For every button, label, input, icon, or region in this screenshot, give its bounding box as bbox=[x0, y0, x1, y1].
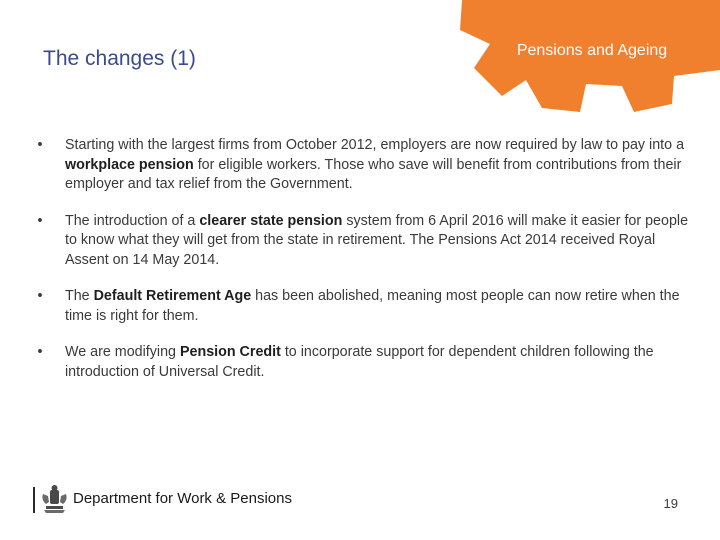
list-item bbox=[30, 136, 690, 195]
footer-logo bbox=[30, 484, 330, 516]
bullet-marker: • bbox=[37, 344, 43, 360]
bullet-emphasis: workplace pension bbox=[65, 156, 194, 173]
bullet-text: to incorporate support for dependent children following the introduction of Universal Credit. bbox=[65, 344, 654, 380]
bullet-emphasis: Default Retirement Age bbox=[93, 288, 252, 304]
bullet-text: system from 6 April 2016 will make it easier for people to know what they will get from the state in retirement. The Pensions Act 2014 received Royal Assent on 14 May 2014. bbox=[65, 212, 689, 268]
list-item bbox=[30, 212, 690, 271]
bullet-text: The introduction of a bbox=[65, 212, 200, 229]
page-number: 19 bbox=[663, 496, 678, 511]
bullet-text: The bbox=[65, 288, 94, 304]
bullet-text: has been abolished, meaning most people can now retire when the time is right for them. bbox=[65, 288, 680, 324]
page-title: The changes (1) bbox=[43, 47, 196, 70]
royal-crest-icon bbox=[38, 484, 70, 514]
bullet-text: for eligible workers. Those who save will benefit from contributions from their employer and tax relief from the Government. bbox=[65, 156, 682, 192]
section-label: Pensions and Ageing bbox=[516, 42, 668, 59]
bullet-marker: • bbox=[37, 137, 43, 153]
list-item bbox=[30, 343, 690, 382]
department-name: Department for Work & Pensions bbox=[73, 490, 292, 507]
bullet-emphasis: clearer state pension bbox=[199, 212, 343, 229]
bullet-list bbox=[30, 136, 690, 399]
list-item bbox=[30, 287, 690, 326]
bullet-marker: • bbox=[37, 288, 43, 304]
bullet-text: Starting with the largest firms from October 2012, employers are now required by law to pay into a bbox=[65, 137, 685, 153]
logo-divider bbox=[33, 487, 35, 513]
bullet-emphasis: Pension Credit bbox=[179, 344, 281, 360]
bullet-text: We are modifying bbox=[65, 344, 180, 360]
bullet-marker: • bbox=[37, 212, 43, 229]
